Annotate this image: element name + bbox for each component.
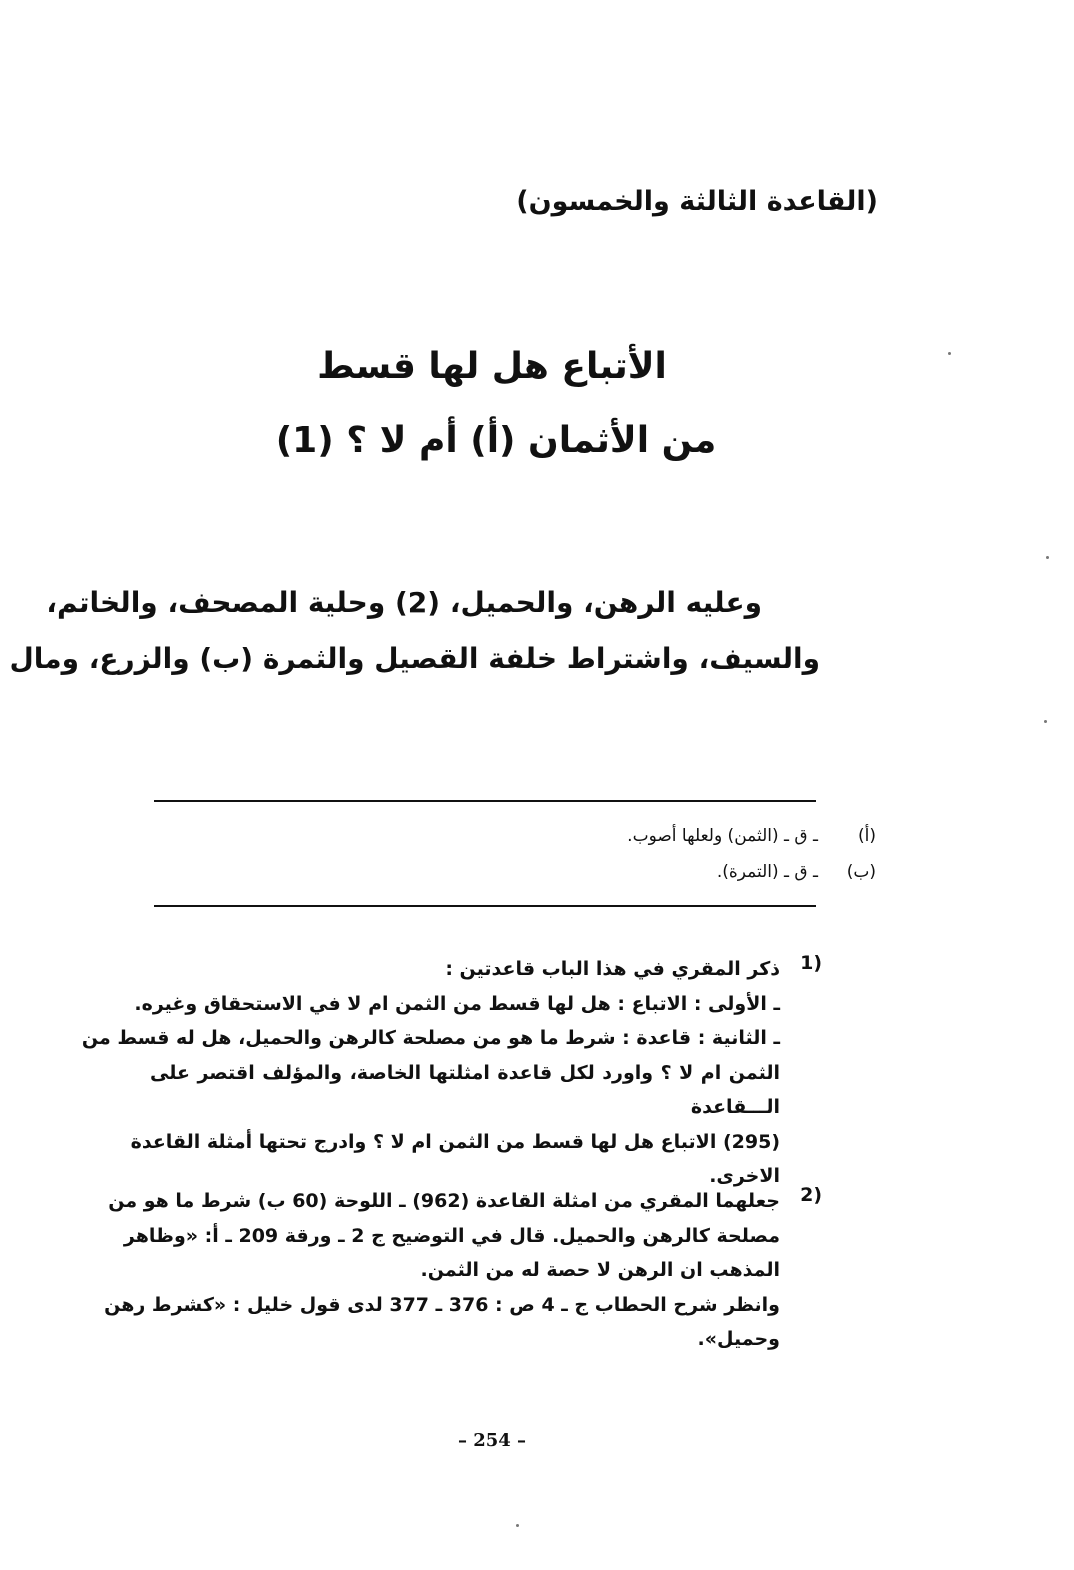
- variant-note: [627, 826, 876, 846]
- page-number: – 254 –: [457, 1430, 527, 1451]
- title-line-1: الأتباع هل لها قسط: [317, 346, 667, 387]
- variant-note: [716, 862, 876, 882]
- footnote-line: مصلحة كالرهن والحميل. قال في التوضيح ج 2 ـ ورقة 209 ـ أ: «وظاهر: [123, 1224, 780, 1247]
- footnote-line: الـــقاعدة: [690, 1096, 780, 1118]
- footnote-line: الثمن ام لا ؟ واورد لكل قاعدة امثلتها الخاصة، والمؤلف اقتصر على: [150, 1061, 780, 1084]
- footnote-line: المذهب ان الرهن لا حصة له من الثمن.: [420, 1259, 780, 1281]
- footnote-line: الاخرى.: [709, 1165, 780, 1187]
- footnote-line: ـ الثانية : قاعدة : شرط ما هو من مصلحة كالرهن والحميل، هل له قسط من: [81, 1027, 780, 1049]
- variant-text: ـ ق ـ (التمرة).: [716, 862, 818, 882]
- body-line-1: وعليه الرهن، والحميل، (2) وحلية المصحف، والخاتم،: [46, 586, 762, 619]
- rule-heading: (القاعدة الثالثة والخمسون): [516, 186, 878, 217]
- scan-speck: [1046, 556, 1049, 559]
- footnote-line: (295) الاتباع هل لها قسط من الثمن ام لا ؟ وادرج تحتها أمثلة القاعدة: [130, 1130, 780, 1153]
- variant-text: ـ ق ـ (الثمن) ولعلها أصوب.: [627, 826, 818, 846]
- footnote-line: جعلهما المقري من امثلة القاعدة (962) ـ اللوحة (60 ب) شرط ما هو من: [108, 1190, 780, 1212]
- footnote-line: وحميل».: [697, 1328, 780, 1350]
- footnote-number: (1: [800, 952, 822, 974]
- scan-speck: [948, 352, 951, 355]
- footnote-line: وانظر شرح الحطاب ج ـ 4 ص : 376 ـ 377 لدى قول خليل : «كشرط رهن: [104, 1293, 780, 1316]
- variant-mark: (أ): [858, 826, 876, 846]
- variants-top-rule: [154, 800, 816, 802]
- footnotes-top-rule: [154, 905, 816, 907]
- footnote-line: ـ الأولى : الاتباع : هل لها قسط من الثمن ام لا في الاستحقاق وغيره.: [134, 992, 780, 1015]
- footnote-2: [104, 1184, 822, 1357]
- title-line-2: من الأثمان (أ) أم لا ؟ (1): [275, 420, 717, 461]
- footnote-number: (2: [800, 1184, 822, 1206]
- variant-mark: (ب): [846, 862, 876, 882]
- footnote-line: ذكر المقري في هذا الباب قاعدتين :: [445, 958, 780, 980]
- scan-speck: [1044, 720, 1047, 723]
- footnote-1: [81, 952, 822, 1194]
- body-line-2: والسيف، واشتراط خلفة القصيل والثمرة (ب) والزرع، ومال: [9, 642, 820, 675]
- scan-speck: [516, 1524, 519, 1527]
